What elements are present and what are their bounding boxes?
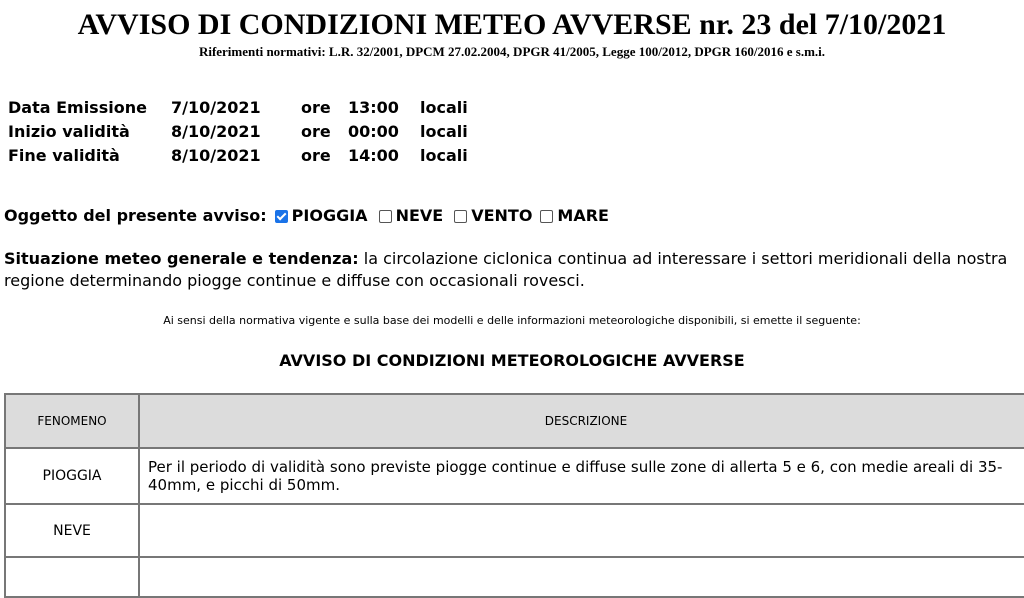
validity-ore: ore	[301, 122, 331, 141]
oggetto-avviso	[4, 204, 620, 228]
normativa-note: Ai sensi della normativa vigente e sulla base dei modelli e delle informazioni meteorologiche disponibili, si emette il seguente:	[163, 314, 861, 327]
vento-checkbox[interactable]	[454, 210, 467, 223]
validity-date: 8/10/2021	[171, 146, 261, 165]
fenomeno-cell: PIOGGIA	[5, 448, 139, 504]
option-mare[interactable]	[540, 204, 609, 228]
validity-tz: locali	[420, 98, 468, 117]
descrizione-cell: Per il periodo di validità sono previste piogge continue e diffuse sulle zone di allerta 5 e 6, con medie areali di 35-40mm, e picchi di 50mm.	[139, 448, 1024, 504]
validity-time: 13:00	[348, 98, 399, 117]
oggetto-label: Oggetto del presente avviso:	[4, 206, 267, 225]
neve-checkbox[interactable]	[379, 210, 392, 223]
descrizione-cell	[139, 504, 1024, 557]
validity-label: Data Emissione	[8, 98, 147, 117]
option-neve[interactable]	[379, 204, 444, 228]
validity-row-inizio	[8, 120, 468, 144]
page-title: AVVISO DI CONDIZIONI METEO AVVERSE nr. 23 del 7/10/2021	[77, 8, 947, 41]
validity-tz: locali	[420, 122, 468, 141]
fenomeno-cell	[5, 557, 139, 597]
situazione-label: Situazione meteo generale e tendenza:	[4, 249, 359, 268]
validity-ore: ore	[301, 146, 331, 165]
header-descrizione: DESCRIZIONE	[139, 394, 1024, 448]
validity-date: 7/10/2021	[171, 98, 261, 117]
option-pioggia[interactable]	[275, 204, 368, 228]
validity-tz: locali	[420, 146, 468, 165]
fenomeni-table	[4, 393, 1024, 598]
validity-ore: ore	[301, 98, 331, 117]
validity-time: 14:00	[348, 146, 399, 165]
validity-time: 00:00	[348, 122, 399, 141]
table-row	[5, 557, 1024, 597]
section-title: AVVISO DI CONDIZIONI METEOROLOGICHE AVVERSE	[279, 351, 745, 370]
situazione-text: la circolazione ciclonica continua ad interessare i settori meridionali della nostra regione determinando piogge continue e diffuse con occasionali rovesci.	[4, 249, 1008, 290]
fenomeno-cell: NEVE	[5, 504, 139, 557]
header-fenomeno: FENOMENO	[5, 394, 139, 448]
pioggia-label: PIOGGIA	[291, 206, 368, 225]
validity-label: Fine validità	[8, 146, 120, 165]
validity-row-fine	[8, 144, 468, 168]
validity-row-emissione	[8, 96, 468, 120]
descrizione-cell	[139, 557, 1024, 597]
normative-references: Riferimenti normativi: L.R. 32/2001, DPCM 27.02.2004, DPGR 41/2005, Legge 100/2012, DPGR 160/2016 e s.m.i.	[198, 44, 826, 59]
validity-table	[8, 96, 468, 168]
option-vento[interactable]	[454, 204, 532, 228]
neve-label: NEVE	[395, 206, 444, 225]
mare-checkbox[interactable]	[540, 210, 553, 223]
table-row	[5, 504, 1024, 557]
situazione-meteo	[4, 248, 1014, 292]
mare-label: MARE	[557, 206, 609, 225]
table-header-row	[5, 394, 1024, 448]
table-row	[5, 448, 1024, 504]
vento-label: VENTO	[471, 206, 533, 225]
pioggia-checkbox[interactable]	[275, 210, 288, 223]
validity-label: Inizio validità	[8, 122, 130, 141]
validity-date: 8/10/2021	[171, 122, 261, 141]
